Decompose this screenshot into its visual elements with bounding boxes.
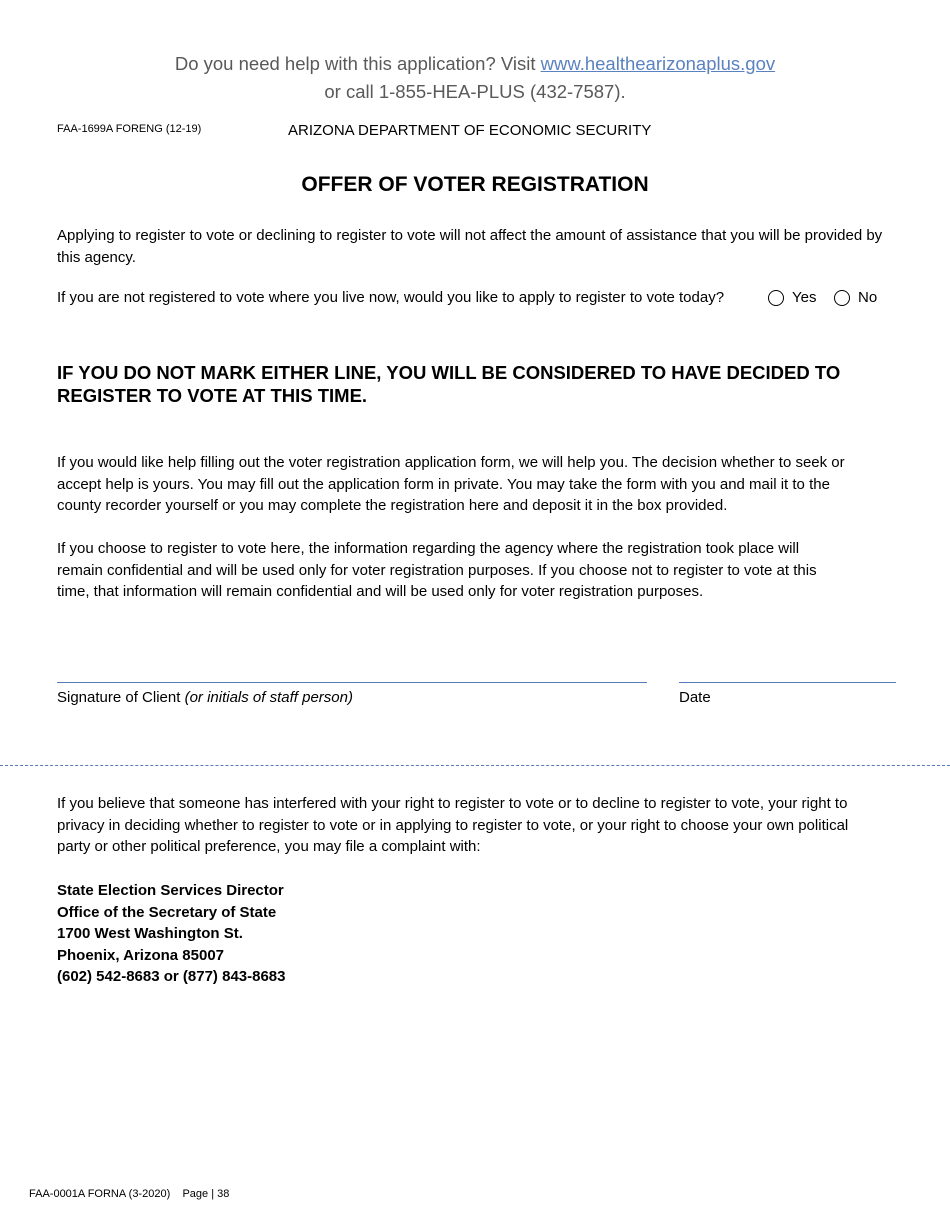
confidential-paragraph: If you choose to register to vote here, the information regarding the agency where the registration took place will remain confidential and will be used only for voter registration purposes. If you choose not to register to vote at this time, that information will remain confidential and will be used only for voter registration purposes. — [57, 540, 817, 601]
page-footer: FAA-0001A FORNA (3-2020) Page | 38 — [29, 1188, 230, 1200]
address-line: 1700 West Washington St. — [57, 925, 243, 943]
website-link[interactable]: www.healthearizonaplus.gov — [540, 53, 776, 74]
address-line: State Election Services Director — [57, 882, 284, 899]
help-line-2: or call 1-855-HEA-PLUS (432-7587). — [324, 81, 626, 102]
form-code: FAA-1699A FORENG (12-19) — [57, 123, 202, 135]
warning-heading: IF YOU DO NOT MARK EITHER LINE, YOU WILL BE CONSIDERED TO HAVE DECIDED TO REGISTER TO VOTE AT THIS TIME. — [57, 362, 841, 406]
agency-name: ARIZONA DEPARTMENT OF ECONOMIC SECURITY — [288, 122, 652, 139]
registration-question — [57, 287, 907, 309]
address-phone: (602) 542-8683 or (877) 843-8683 — [57, 968, 286, 986]
question-text: If you are not registered to vote where you live now, would you like to apply to register to vote today? — [57, 289, 725, 306]
help-line-1 — [0, 50, 950, 78]
signature-label-text: Signature of Client — [57, 689, 185, 706]
cut-line-divider — [0, 765, 950, 766]
complaint-paragraph: If you believe that someone has interfered with your right to register to vote or to decline to register to vote, your right to privacy in deciding whether to register to vote or in applying to register to vote, or your right to choose your own political party or other political preference, you may file a complaint with: — [57, 795, 849, 856]
no-label: No — [858, 289, 878, 306]
no-radio-option[interactable] — [834, 287, 877, 309]
intro-paragraph: Applying to register to vote or declining to register to vote will not affect the amount of assistance that you will be provided by this agency. — [57, 227, 883, 266]
help-prefix: Do you need help with this application? Visit — [174, 53, 541, 74]
address-line: Office of the Secretary of State — [57, 903, 277, 921]
date-line[interactable] — [679, 682, 896, 683]
date-label: Date — [679, 689, 711, 706]
yes-radio-circle[interactable] — [768, 290, 784, 306]
no-radio-circle[interactable] — [834, 290, 850, 306]
address-line: Phoenix, Arizona 85007 — [57, 946, 225, 964]
help-paragraph: If you would like help filling out the voter registration application form, we will help you. The decision whether to seek or accept help is yours. You may fill out the application form in private. You may take the form with you and mail it to the county recorder yourself or you may complete the registration here and deposit it in the box provided. — [57, 454, 845, 515]
signature-label — [57, 689, 353, 706]
page-title: OFFER OF VOTER REGISTRATION — [301, 173, 649, 196]
signature-line[interactable] — [57, 682, 647, 683]
yes-label: Yes — [792, 289, 817, 306]
yes-radio-option[interactable] — [768, 287, 816, 309]
complaint-address — [57, 880, 286, 988]
signature-label-italic: (or initials of staff person) — [184, 689, 353, 706]
